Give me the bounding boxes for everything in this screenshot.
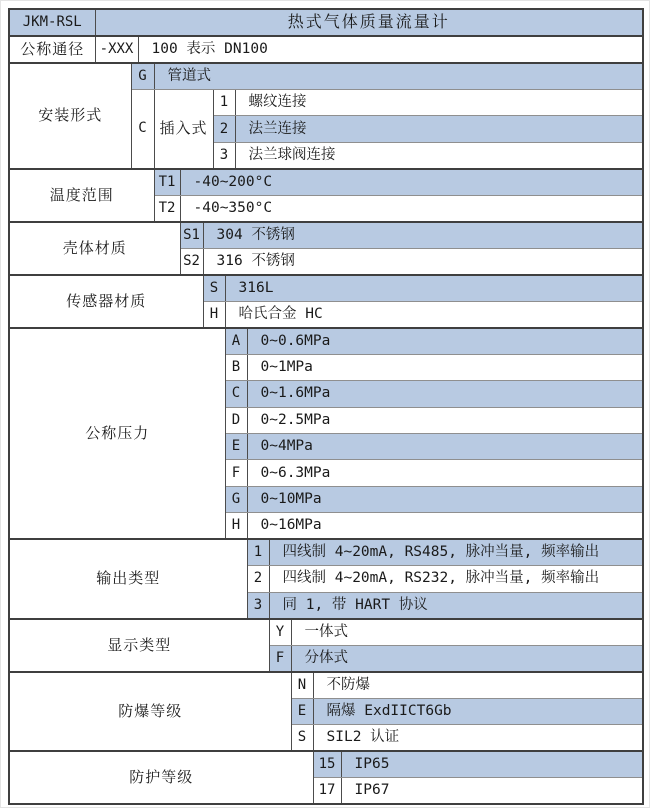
- option-value: SIL2 认证: [313, 724, 643, 751]
- table-row: [9, 9, 643, 36]
- option-value: 304 不锈钢: [203, 222, 643, 249]
- option-code: E: [291, 698, 313, 724]
- table-row: [9, 619, 643, 646]
- option-code: G: [131, 63, 154, 90]
- option-value: 一体式: [291, 619, 643, 646]
- option-value: 316L: [225, 275, 643, 302]
- section-label: 温度范围: [9, 169, 154, 222]
- section-label: 防爆等级: [9, 672, 291, 751]
- option-code: B: [225, 354, 247, 380]
- sub-option-value: 螺纹连接: [235, 90, 643, 116]
- option-value: 100 表示 DN100: [138, 36, 643, 63]
- sub-option-code: 1: [213, 90, 235, 116]
- option-code: T1: [154, 169, 180, 196]
- option-value: IP67: [341, 777, 643, 804]
- section-label: 防护等级: [9, 751, 313, 804]
- option-value: 316 不锈钢: [203, 248, 643, 275]
- option-code: Y: [269, 619, 291, 646]
- option-value: -40~350°C: [180, 195, 643, 222]
- option-code: S: [203, 275, 225, 302]
- option-code: S: [291, 724, 313, 751]
- option-code: 2: [247, 566, 269, 592]
- option-code: H: [225, 513, 247, 540]
- sub-option-code: 3: [213, 142, 235, 169]
- option-code: G: [225, 486, 247, 512]
- sub-option-value: 法兰连接: [235, 116, 643, 142]
- option-code: 1: [247, 539, 269, 566]
- option-value: 0~6.3MPa: [247, 460, 643, 486]
- option-code: E: [225, 433, 247, 459]
- option-code: T2: [154, 195, 180, 222]
- option-code: A: [225, 328, 247, 355]
- option-code: 17: [313, 777, 341, 804]
- sub-option-value: 法兰球阀连接: [235, 142, 643, 169]
- option-code: -XXX: [95, 36, 138, 63]
- option-value: 四线制 4~20mA, RS232, 脉冲当量, 频率输出: [269, 566, 643, 592]
- option-value: 0~10MPa: [247, 486, 643, 512]
- section-label: 安装形式: [9, 63, 131, 169]
- option-code: C: [225, 381, 247, 407]
- model-code: JKM-RSL: [9, 9, 95, 36]
- option-value: 隔爆 ExdIICT6Gb: [313, 698, 643, 724]
- model-selection-table: [8, 8, 644, 805]
- option-value: 不防爆: [313, 672, 643, 699]
- sub-label: 插入式: [154, 90, 213, 169]
- option-code: 3: [247, 592, 269, 619]
- option-code: F: [225, 460, 247, 486]
- section-label: 输出类型: [9, 539, 247, 618]
- table-row: [9, 36, 643, 63]
- section-label: 传感器材质: [9, 275, 203, 328]
- product-title: 热式气体质量流量计: [95, 9, 643, 36]
- option-value: 管道式: [154, 63, 643, 90]
- option-code: S2: [180, 248, 203, 275]
- option-value: 哈氏合金 HC: [225, 301, 643, 328]
- option-value: 同 1, 带 HART 协议: [269, 592, 643, 619]
- option-value: 四线制 4~20mA, RS485, 脉冲当量, 频率输出: [269, 539, 643, 566]
- section-label: 公称压力: [9, 328, 225, 539]
- option-code: H: [203, 301, 225, 328]
- table-row: [9, 539, 643, 566]
- option-value: 0~2.5MPa: [247, 407, 643, 433]
- table-row: [9, 672, 643, 699]
- option-value: 0~16MPa: [247, 513, 643, 540]
- option-value: -40~200°C: [180, 169, 643, 196]
- option-code: S1: [180, 222, 203, 249]
- option-code: D: [225, 407, 247, 433]
- option-code: 15: [313, 751, 341, 778]
- option-code: N: [291, 672, 313, 699]
- table-row: [9, 63, 643, 90]
- option-value: IP65: [341, 751, 643, 778]
- table-row: [9, 328, 643, 355]
- option-code: F: [269, 645, 291, 672]
- table-row: [9, 222, 643, 249]
- table-row: [9, 169, 643, 196]
- sub-option-code: 2: [213, 116, 235, 142]
- option-value: 0~1.6MPa: [247, 381, 643, 407]
- option-code: C: [131, 90, 154, 169]
- table-row: [9, 751, 643, 778]
- section-label: 公称通径: [9, 36, 95, 63]
- option-value: 0~0.6MPa: [247, 328, 643, 355]
- option-value: 0~4MPa: [247, 433, 643, 459]
- section-label: 壳体材质: [9, 222, 180, 275]
- section-label: 显示类型: [9, 619, 269, 672]
- option-value: 分体式: [291, 645, 643, 672]
- table-row: [9, 275, 643, 302]
- option-value: 0~1MPa: [247, 354, 643, 380]
